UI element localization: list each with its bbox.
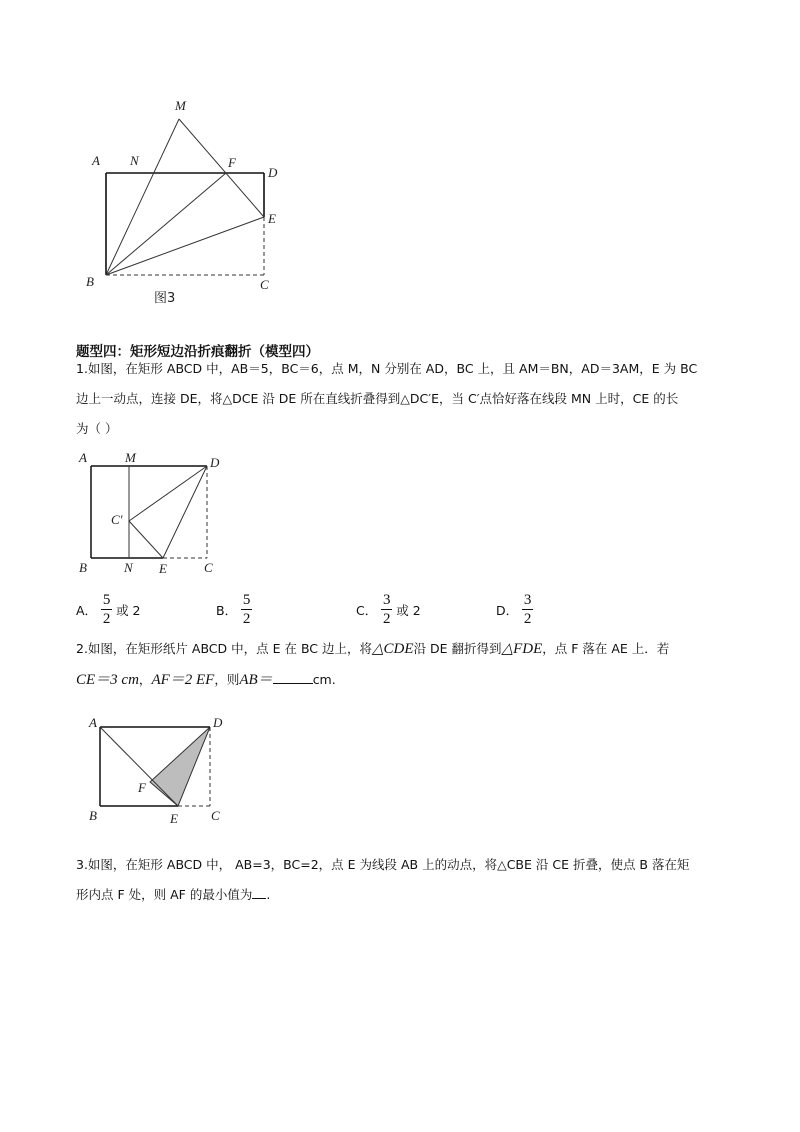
q2-answer-blank[interactable]: [273, 671, 313, 684]
q2-label-c: C: [211, 808, 220, 823]
point-label-b: B: [86, 274, 94, 289]
point-label-c: C: [260, 277, 269, 292]
q1-line1: 1.如图，在矩形 ABCD 中，AB＝5，BC＝6，点 M，N 分别在 AD，BC 上，且 AM＝BN，AD＝3AM，E 为 BC: [76, 361, 698, 376]
q1-line2: 边上一动点，连接 DE，将△DCE 沿 DE 所在直线折叠得到△DC′E，当 C′点恰好落在线段 MN 上时，CE 的长: [76, 391, 679, 406]
option-b-label: B．: [216, 602, 238, 618]
figure-3: [80, 95, 290, 310]
q2-label-a: A: [89, 715, 97, 730]
point-label-f: F: [228, 155, 236, 170]
q2-triangle-cde: △CDE: [372, 641, 414, 657]
q2-triangle-fde: △FDE: [501, 641, 543, 657]
q2-label-f: F: [138, 780, 146, 795]
q1-label-n: N: [124, 560, 133, 575]
q1-label-c: C: [204, 560, 213, 575]
point-label-e: E: [268, 211, 276, 226]
option-c-fraction: $\frac{3}{2}$: [382, 592, 391, 627]
option-b[interactable]: [216, 592, 256, 627]
section-title: 题型四：矩形短边沿折痕翻折（模型四）: [76, 344, 319, 360]
q1-label-d: D: [210, 455, 220, 470]
option-d-label: D．: [496, 602, 519, 618]
q2-eq-ce: CE＝3 cm: [76, 672, 139, 688]
option-a[interactable]: [76, 592, 141, 627]
point-label-d: D: [268, 165, 278, 180]
option-c-suffix: 或 2: [396, 602, 421, 618]
q3-answer-blank[interactable]: [252, 886, 266, 899]
option-a-suffix: 或 2: [116, 602, 141, 618]
point-label-a: A: [92, 153, 100, 168]
option-c[interactable]: [356, 592, 421, 627]
q1-label-c-prime: C′: [111, 512, 123, 527]
option-d-fraction: $\frac{3}{2}$: [523, 592, 532, 627]
figure-caption: 图3: [154, 291, 176, 306]
q2-line1: 2.如图，在矩形纸片 ABCD 中，点 E 在 BC 边上，将△CDE沿 DE 翻折得到△FDE，点 F 落在 AE 上．若: [76, 641, 670, 657]
q2-unit: cm.: [312, 672, 336, 687]
option-a-fraction: $\frac{5}{2}$: [102, 592, 111, 627]
option-a-label: A．: [76, 602, 98, 618]
q1-line3: 为（ ）: [76, 421, 118, 436]
q2-eq-ab: AB＝: [239, 672, 273, 688]
q2-figure: [80, 712, 230, 830]
q3-line1: 3.如图，在矩形 ABCD 中， AB=3，BC=2，点 E 为线段 AB 上的动点，将△CBE 沿 CE 折叠，使点 B 落在矩: [76, 857, 690, 872]
option-b-fraction: $\frac{5}{2}$: [242, 592, 251, 627]
q2-label-d: D: [213, 715, 223, 730]
q1-figure: [74, 448, 234, 580]
point-label-n: N: [130, 153, 139, 168]
option-c-label: C．: [356, 602, 378, 618]
q1-label-b: B: [79, 560, 87, 575]
option-d[interactable]: [496, 592, 537, 627]
q3-line2: 形内点 F 处，则 AF 的最小值为 .: [76, 887, 271, 902]
q2-label-e: E: [170, 811, 178, 826]
q2-eq-af: AF＝2 EF: [151, 672, 215, 688]
point-label-m: M: [175, 98, 186, 113]
q1-label-a: A: [79, 450, 87, 465]
q1-label-m: M: [125, 450, 136, 465]
q1-label-e: E: [159, 561, 167, 576]
q2-line2: CE＝3 cm，AF＝2 EF，则AB＝ cm.: [76, 672, 336, 688]
q2-label-b: B: [89, 808, 97, 823]
